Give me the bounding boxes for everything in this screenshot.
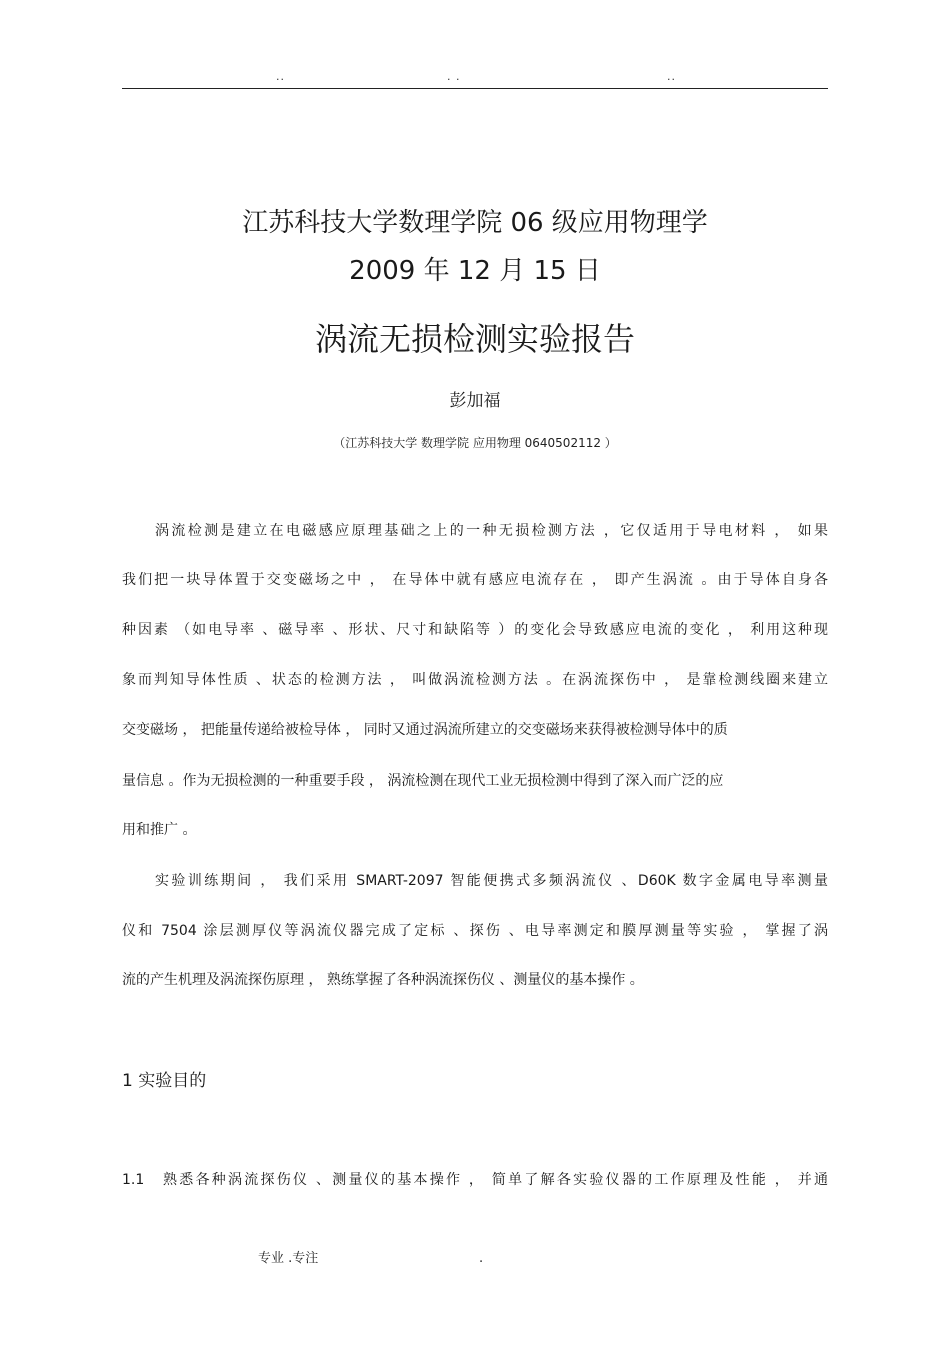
- paragraph1-line: 量信息 。作为无损检测的一种重要手段 ， 涡流检测在现代工业无损检测中得到了深入而广泛的应: [122, 773, 724, 789]
- institution-title: 江苏科技大学数理学院 06 级应用物理学: [242, 208, 708, 238]
- paragraph2-line: 流的产生机理及涡流探伤原理 ， 熟练掌握了各种涡流探伤仪 、测量仪的基本操作 。: [122, 972, 644, 988]
- paragraph1-line: 种因素 （如电导率 、磁导率 、形状、尺寸和缺陷等 ）的变化会导致感应电流的变化 ， 利用这种现: [122, 622, 828, 638]
- paragraph1-line: 交变磁场 ， 把能量传递给被检导体 ， 同时又通过涡流所建立的交变磁场来获得被检测导体中的质: [122, 722, 728, 738]
- item-number: 1.1: [122, 1172, 145, 1188]
- author-name: 彭加福: [449, 391, 501, 411]
- report-date: 2009 年 12 月 15 日: [349, 256, 601, 286]
- header-mark-center: . .: [447, 70, 461, 83]
- item-text: 熟悉各种涡流探伤仪 、测量仪的基本操作 ， 简单了解各实验仪器的工作原理及性能 ， 并通: [163, 1172, 828, 1188]
- header-mark-right: ..: [667, 70, 676, 83]
- report-title: 涡流无损检测实验报告: [314, 320, 635, 358]
- footer-mark: .: [479, 1251, 484, 1266]
- section-heading: 1 实验目的: [122, 1071, 207, 1091]
- paragraph2-line: 仪和 7504 涂层测厚仪等涡流仪器完成了定标 、探伤 、电导率测定和膜厚测量等实验 ， 掌握了涡: [122, 923, 828, 939]
- paragraph1-line: 用和推广 。: [122, 822, 197, 838]
- paragraph2-line: 实验训练期间 ， 我们采用 SMART-2097 智能便携式多频涡流仪 、D60K 数字金属电导率测量: [155, 873, 828, 889]
- paragraph1-line: 涡流检测是建立在电磁感应原理基础之上的一种无损检测方法 ，它仅适用于导电材料 ， 如果: [155, 523, 828, 539]
- header-mark-left: ..: [276, 70, 285, 83]
- paragraph1-line: 象而判知导体性质 、状态的检测方法 ， 叫做涡流检测方法 。在涡流探伤中 ， 是靠检测线圈来建立: [122, 672, 828, 688]
- footer-text: 专业 .专注: [258, 1251, 319, 1266]
- header-rule: [122, 88, 828, 89]
- paragraph1-line: 我们把一块导体置于交变磁场之中 ， 在导体中就有感应电流存在 ， 即产生涡流 。由于导体自身各: [122, 572, 828, 588]
- author-affiliation: （江苏科技大学 数理学院 应用物理 0640502112 ）: [333, 436, 617, 450]
